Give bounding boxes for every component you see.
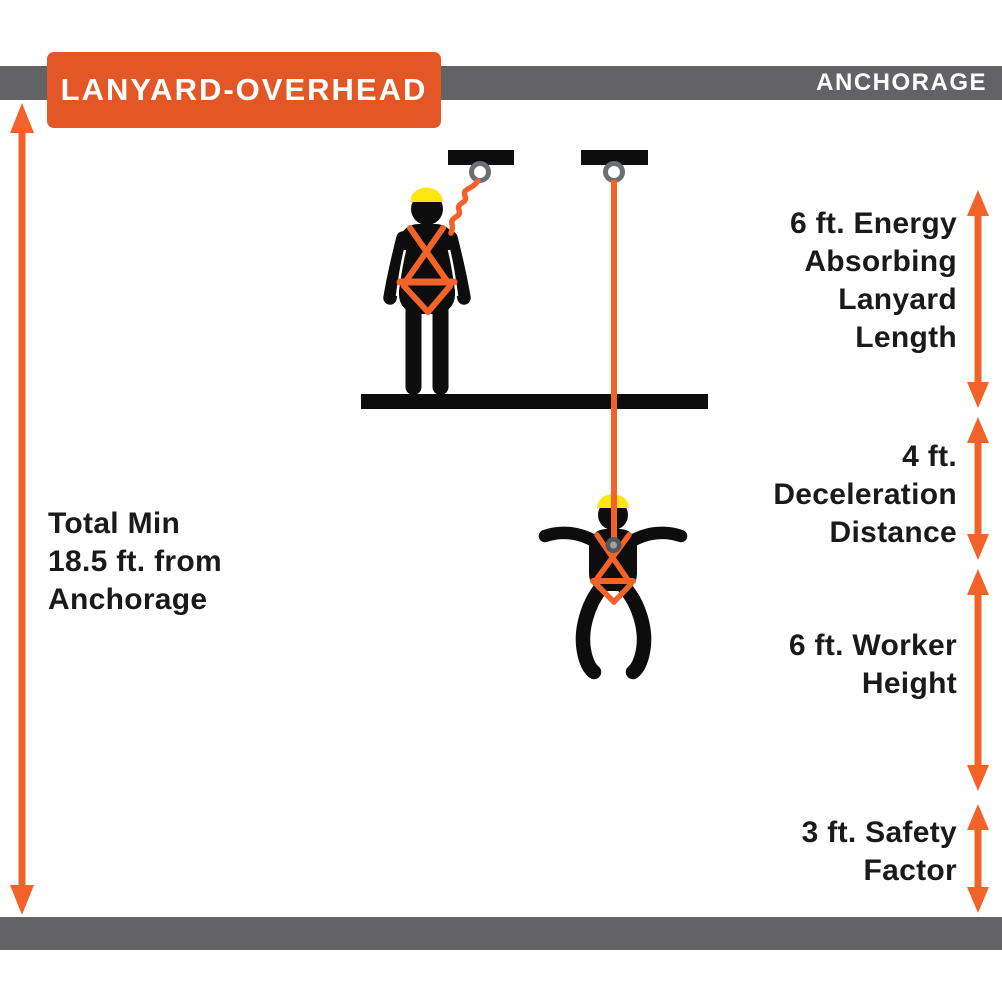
label-line: Distance: [829, 516, 957, 549]
worker-left-leg: [583, 588, 601, 672]
arrow-head-down-icon: [967, 534, 989, 560]
coiled-lanyard-icon: [451, 181, 478, 233]
deceleration-arrow: [967, 417, 989, 560]
label-line: Deceleration: [773, 478, 957, 511]
label-line: Absorbing: [804, 245, 957, 278]
arrow-shaft: [19, 128, 26, 890]
anchorage-label: ANCHORAGE: [816, 69, 987, 96]
arrow-shaft: [975, 439, 982, 537]
label-line: 4 ft.: [902, 440, 957, 473]
worker-left-arm: [545, 533, 594, 541]
measurement-arrows: [967, 190, 989, 913]
total-height-arrow: [10, 103, 34, 915]
title-box: [47, 52, 441, 128]
arrow-head-down-icon: [967, 382, 989, 408]
carabiner-ring-icon: [472, 164, 489, 181]
working-platform: [361, 394, 708, 409]
arrow-shaft: [975, 591, 982, 769]
label-line: Height: [861, 667, 957, 700]
page-title: LANYARD-OVERHEAD: [60, 72, 428, 107]
label-line: Length: [855, 321, 957, 354]
arrow-shaft: [975, 212, 982, 390]
label-line: Factor: [863, 854, 957, 887]
label-line: Total Min: [48, 507, 181, 540]
arrow-head-down-icon: [967, 887, 989, 913]
arrow-head-up-icon: [10, 103, 34, 133]
label-line: 6 ft. Energy: [790, 207, 957, 240]
anchor-point-right: [581, 150, 648, 181]
lanyard-length-arrow: [967, 190, 989, 408]
safety-factor-arrow: [967, 804, 989, 913]
hard-hat-icon: [410, 188, 443, 203]
worker-right-arm: [632, 533, 681, 541]
arrow-shaft: [975, 826, 982, 891]
chest-dring-center: [610, 542, 617, 549]
label-line: Lanyard: [838, 283, 957, 316]
standing-worker-icon: [390, 181, 478, 387]
label-line: 3 ft. Safety: [801, 816, 957, 849]
label-line: 18.5 ft. from: [48, 545, 222, 578]
label-line: Anchorage: [48, 583, 208, 616]
label-line: 6 ft. Worker: [788, 629, 957, 662]
anchor-point-left: [448, 150, 514, 181]
carabiner-ring-icon: [606, 164, 623, 181]
arrow-head-down-icon: [967, 765, 989, 791]
worker-height-arrow: [967, 569, 989, 791]
arrow-head-down-icon: [10, 885, 34, 915]
worker-right-leg: [625, 588, 644, 672]
